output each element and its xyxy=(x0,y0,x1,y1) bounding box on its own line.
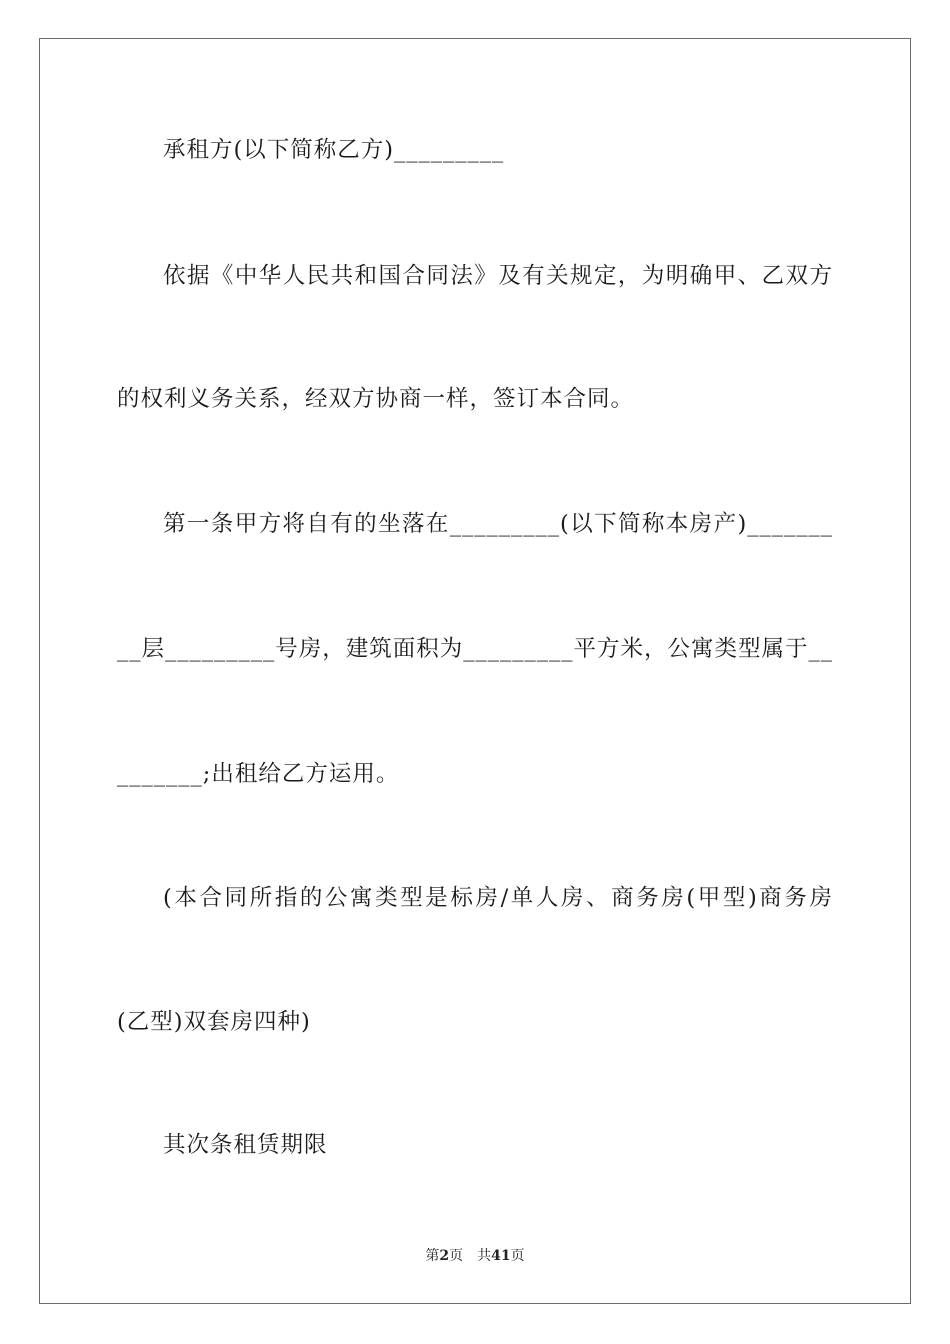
apartment-type-note-line-2: (乙型)双套房四种) xyxy=(117,1009,311,1035)
article-one-line-2: __层_________号房，建筑面积为_________平方米，公寓类型属于__ xyxy=(117,636,834,662)
footer-total-prefix: 共 xyxy=(477,1248,492,1264)
page-footer xyxy=(0,1246,950,1266)
apartment-type-note-line-1: (本合同所指的公寓类型是标房/单人房、商务房(甲型)商务房 xyxy=(163,885,833,911)
footer-page-prefix: 第 xyxy=(425,1248,440,1264)
article-two-heading: 其次条租赁期限 xyxy=(163,1132,328,1158)
footer-page-suffix: 页 xyxy=(449,1248,464,1264)
footer-page-number: 2 xyxy=(439,1248,450,1264)
basis-paragraph-line-2: 的权利义务关系，经双方协商一样，签订本合同。 xyxy=(117,386,635,412)
lessee-line: 承租方(以下简称乙方)_________ xyxy=(163,137,505,163)
basis-paragraph-line-1: 依据《中华人民共和国合同法》及有关规定，为明确甲、乙双方 xyxy=(163,263,833,289)
page-border xyxy=(39,38,911,1304)
article-one-line-3: _______;出租给乙方运用。 xyxy=(117,761,400,787)
footer-total-pages: 41 xyxy=(491,1248,511,1264)
article-one-line-1: 第一条甲方将自有的坐落在_________(以下简称本房产)_______ xyxy=(163,511,833,537)
footer-total-suffix: 页 xyxy=(510,1248,525,1264)
